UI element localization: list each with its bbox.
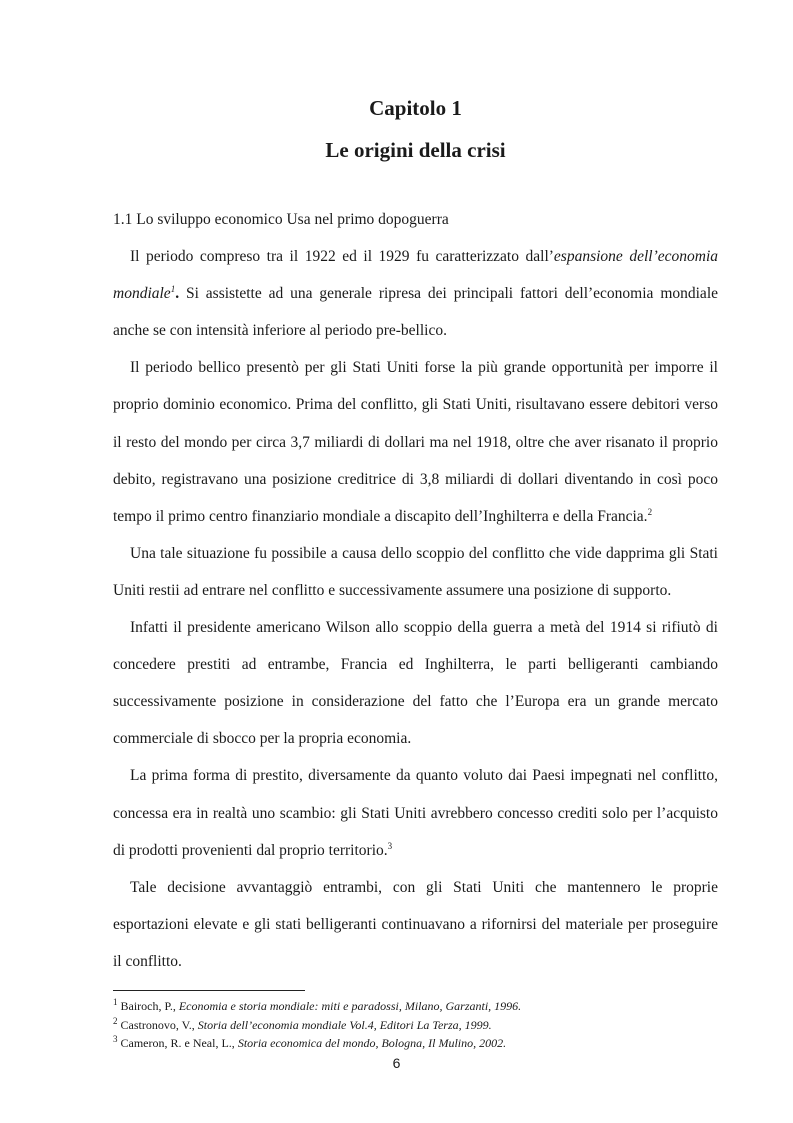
paragraph-5-text: La prima forma di prestito, diversamente da quanto voluto dai Paesi impegnati nel conflitto, concessa era in realtà uno scambio: gli Stati Uniti avrebbero concesso crediti solo per l’acquisto di prodotti provenienti dal proprio territorio. <box>113 767 718 859</box>
paragraph-3: Una tale situazione fu possibile a causa dello scoppio del conflitto che vide dapprima gli Stati Uniti restii ad entrare nel conflitto e successivamente assumere una posizione di supporto. <box>113 544 718 599</box>
paragraph-6: Tale decisione avvantaggiò entrambi, con gli Stati Uniti che mantennero le proprie esportazioni elevate e gli stati belligeranti continuavano a rifornirsi del materiale per proseguire il conflitto. <box>113 878 718 970</box>
paragraph-2 <box>113 349 718 534</box>
footnote-author: Castronovo, V., <box>117 1017 195 1032</box>
paragraph-2-text: Il periodo bellico presentò per gli Stati Uniti forse la più grande opportunità per imporre il proprio dominio economico. Prima del conflitto, gli Stati Uniti, risultavano essere debitori verso il resto del mondo per circa 3,7 miliardi di dollari ma nel 1918, oltre che aver risanato il proprio debito, registravano una posizione creditrice di 3,8 miliardi di dollari diventando in così poco tempo il primo centro finanziario mondiale a discapito dell’Inghilterra e della Francia. <box>113 359 718 525</box>
footnote-divider <box>113 990 305 991</box>
footnote-work: Storia economica del mondo, Bologna, Il Mulino, 2002. <box>234 1036 507 1050</box>
page-number: 6 <box>392 1055 401 1071</box>
footnote-1 <box>113 997 718 1016</box>
footnote-number: 2 <box>113 1015 118 1026</box>
chapter-title: Le origini della crisi <box>325 138 506 162</box>
footnote-ref-1: 1 <box>170 284 176 295</box>
footnote-author: Bairoch, P., <box>117 999 176 1013</box>
footnote-number: 3 <box>113 1034 118 1044</box>
paragraph-1-bold-mark: . <box>175 285 180 303</box>
chapter-number: Capitolo 1 <box>369 96 462 120</box>
footnote-ref-2: 2 <box>647 506 653 517</box>
paragraph-5 <box>113 757 718 868</box>
footnote-work: Economia e storia mondiale: miti e paradossi, Milano, Garzanti, 1996. <box>175 999 522 1013</box>
footnote-3 <box>113 1034 718 1053</box>
paragraph-4: Infatti il presidente americano Wilson allo scoppio della guerra a metà del 1914 si rifiutò di concedere prestiti ad entrambe, Francia ed Inghilterra, le parti belligeranti cambiando successivamente posizione in considerazione del fatto che l’Europa era un grande mercato commerciale di sbocco per la propria economia. <box>113 619 718 748</box>
footnote-2 <box>113 1016 718 1035</box>
paragraph-1-italic-term: espansione dell’economia mondiale$^1$ <box>113 248 718 303</box>
footnote-work: Storia dell’economia mondiale Vol.4, Editori La Terza, 1999. <box>194 1017 492 1032</box>
paragraph-1 <box>113 238 718 349</box>
paragraph-1-text-b: Si assistette ad una generale ripresa dei principali fattori dell’economia mondiale anche se con intensità inferiore al periodo pre-bellico. <box>113 285 718 340</box>
footnote-number: 1 <box>113 997 118 1007</box>
section-title: 1.1 Lo sviluppo economico Usa nel primo dopoguerra <box>113 211 449 228</box>
body-text <box>113 201 718 980</box>
paragraph-1-text-a: Il periodo compreso tra il 1922 ed il 1929 fu caratterizzato dall’ <box>130 248 554 266</box>
footnote-ref-3: 3 <box>387 840 393 851</box>
footnote-author: Cameron, R. e Neal, L., <box>117 1036 235 1050</box>
footnotes <box>113 997 718 1053</box>
